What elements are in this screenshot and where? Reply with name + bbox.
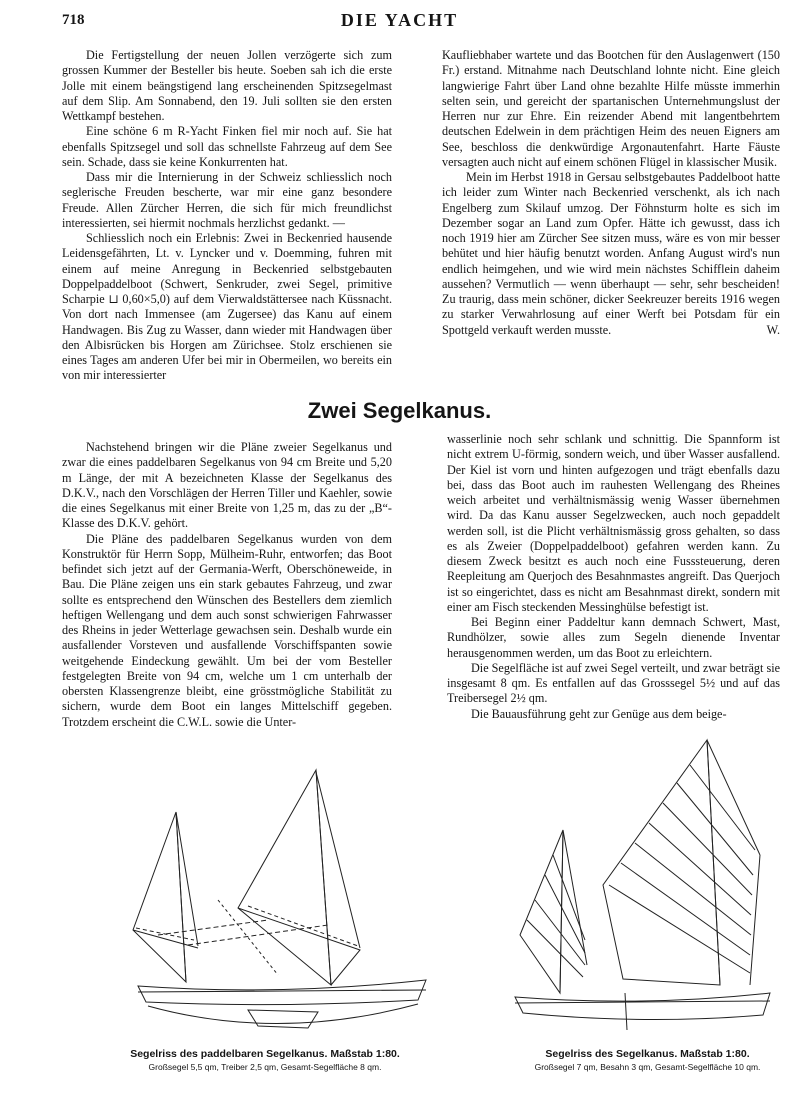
caption-detail: Großsegel 7 qm, Besahn 3 qm, Gesamt-Segelfläche 10 qm. (534, 1062, 761, 1072)
paragraph: Dass mir die Internierung in der Schweiz schliesslich noch seglerische Freuden bescherte, war mir eine ganz besondere Freude. Allen Zürcher Herren, die sich für mich freundlichst interessierten, sei hiermit nochmals herzlichst gedankt. — (62, 170, 392, 230)
hull-outline (138, 980, 426, 1005)
page-number: 718 (62, 12, 85, 28)
paragraph: Die Segelfläche ist auf zwei Segel verteilt, und zwar beträgt sie insgesamt 8 qm. Es entfallen auf das Grosssegel 5½ und auf das Treibersegel 2½ qm. (447, 660, 780, 706)
main-sail-foot (238, 908, 360, 985)
paragraph-text: Mein im Herbst 1918 in Gersau selbstgebautes Paddelboot hatte ich leider zum Winter nach Beckenried verschenkt, als ich nach Engelberg zum Skilauf umzog. Der Föhnsturm holte es sich im Dezember sogar an Land zum Opfer. Hätte ich gewusst, dass ich noch 1919 hier am Zürcher See sitzen muss, wäre es von mir besser behütet und hier häufig benutzt worden. Anfang August wird's nun endlich heimgehen, und wie wird mein nächstes Schifflein daheim aussehen? Vermutlich — wenn überhaupt — sehr, sehr bescheiden! Zu traurig, dass mein schöner, dicker Seekreuzer bereits 1916 wegen zu starker Verwahrlosung auf einer Werft bei Potsdam für ein Spottgeld verkauft werden musste. (442, 170, 780, 337)
paragraph: Bei Beginn einer Paddeltur kann demnach Schwert, Mast, Rundhölzer, sowie alles zum Segeln dienende Inventar herausgenommen werden, um das Boot zu erleichtern. (447, 615, 780, 660)
running-title: DIE YACHT (340, 10, 459, 30)
author-signature: W. (766, 322, 780, 337)
paragraph: Eine schöne 6 m R-Yacht Finken fiel mir noch auf. Sie hat ebenfalls Spitzsegel und soll das schnellste Fahrzeug auf dem See sein. Schade, dass sie keine Konkurrenten hat. (62, 124, 392, 169)
paragraph: Kaufliebhaber wartete und das Bootchen für den Auslagenwert (150 Fr.) erstand. Mitnahme nach Deutschland lohnte nicht. Eine gleich langwierige Fahrt über Land ohne bezahlte Hilfe müsste immerhin selten sein, und gereicht der spartanischen Unternehmungslust der Herren nur zur Ehre. Ein reizender Abend mit langentbehrtem deutschen Edelwein in dem prächtigen Heim des neuen Eigners am See, beschloss die denkwürdige Argonautenfahrt. Harte Fäuste versagten auch nicht auf einem schönen Flügel in klassischer Musik. (442, 48, 780, 169)
paragraph (442, 170, 780, 338)
article-right-column (447, 432, 780, 722)
caption-detail: Großsegel 5,5 qm, Treiber 2,5 qm, Gesamt-Segelfläche 8 qm. (148, 1062, 382, 1072)
paragraph: Die Bauausführung geht zur Genüge aus dem beige- (471, 706, 727, 721)
paragraph: wasserlinie noch sehr schlank und schnittig. Die Spannform ist nicht extrem U-förmig, sondern weich, und über Wasser ausfallend. Der Kiel ist vorn und hinten aufgezogen und trägt ebenfalls dazu bei, dass das Boot auch im rauhesten Wellengang des Rheines weich arbeitet und verhältnismässig wenig Wasser übernehmen wird. Da das Kanu ausser Segelzwecken, auch noch gepaddelt werden soll, ist die Plicht verhältnismässig gross gehalten, so dass es als Zweier (Doppelpaddelboot) gefahren werden kann. Zu diesem Zweck besitzt es auch noch eine Fusssteuerung, deren Reepleitung am Querjoch des Besahnmastes angreift. Das Querjoch ist so eingerichtet, dass es nicht am Besahnmast direkt, sondern mit einer am Fisch steckenden Messinghülse befestigt ist. (447, 432, 780, 614)
sail-plan-canoe-drawing (505, 735, 780, 1035)
sail-plan-paddle-canoe-drawing (128, 760, 428, 1045)
paragraph: Die Pläne des paddelbaren Segelkanus wurden von dem Konstruktör für Herrn Sopp, Mülheim-Ruhr, entworfen; das Boot befindet sich jetzt auf der Germania-Werft, Oberschöneweide, in Bau. Die Pläne zeigen uns ein stark gebautes Fahrzeug, und zwar sollte es entsprechend den Wünschen des Bestellers dem ziemlich heftigen Wellengang und dem auch sonst schwierigen Fahrwasser des Rheins in jeder Wetterlage gewachsen sein. Deshalb wurde ein ausfallender Vorsteven und ausfallende Vorschiffspanten sowie weitgehende Eindeckung gewählt. Um bei der vom Besteller festgelegten Breite von 94 cm, welche um 1 cm unterhalb der obersten Klassengrenze bleibt, eine grösstmögliche Stabilität zu sichern, wurde dem Boot ein langes Mittelschiff gegeben. Trotzdem erscheint die C.W.L. sowie die Unter- (62, 531, 392, 729)
caption-title: Segelriss des Segelkanus. Maßstab 1:80. (545, 1048, 750, 1060)
main-sail-outline (603, 740, 720, 985)
article-left-column (62, 440, 392, 730)
article-title: Zwei Segelkanus. (307, 398, 492, 423)
fore-sail-outline (520, 830, 563, 993)
paragraph: Schliesslich noch ein Erlebnis: Zwei in Beckenried hausende Leidensgefährten, Lt. v. Lyncker und v. Doemming, fuhren mit einem auf meine Anregung in Beckenried selbstgebauten Doppelpaddelboot (Schwert, Senkruder, zwei Segel, primitive Scharpie ⊔ 0,60×5,0) auf dem Vierwaldstättersee nach Küssnacht. Von dort nach Immensee (am Zugersee) das Kanu auf einem Handwagen. Bis Zug zu Wasser, dann wieder mit Handwagen über den Albisrücken bis Horgen am Zürichsee. Stolz erschienen sie eines Tages am anderen Ufer bei mir in Obermeilen, wo bereits ein von mir interessierter (62, 231, 392, 383)
underwater-profile (148, 1004, 418, 1024)
figure-caption-left (100, 1048, 430, 1072)
paragraph: Die Fertigstellung der neuen Jollen verzögerte sich zum grossen Kummer der Besteller bis heute. Soeben sah ich die erste Jolle mit einem beängstigend lang erscheinenden Spitzsegelmast auf dem Slip. Am Sonnabend, den 19. Juli sollten sie den ersten Wettkampf bestehen. (62, 48, 392, 123)
fore-sail-outline (133, 812, 186, 982)
paragraph: Nachstehend bringen wir die Pläne zweier Segelkanus und zwar die eines paddelbaren Segelkanus von 94 cm Breite und 5,20 m Länge, der mit A bezeichneten Klasse der Segelkanus des D.K.V., nach den Vorschlägen der Herren Tiller und Kaehler, sowie die eines Segelkanus mit einer Breite von 1,25 m, das zu der „B“-Klasse des D.K.V. gehört. (62, 440, 392, 531)
top-right-column (442, 48, 780, 338)
hull-outline (515, 993, 770, 1020)
top-left-column (62, 48, 392, 384)
figure-caption-right (505, 1048, 790, 1072)
caption-title: Segelriss des paddelbaren Segelkanus. Maßstab 1:80. (130, 1048, 400, 1060)
main-sail-outline (238, 770, 331, 985)
